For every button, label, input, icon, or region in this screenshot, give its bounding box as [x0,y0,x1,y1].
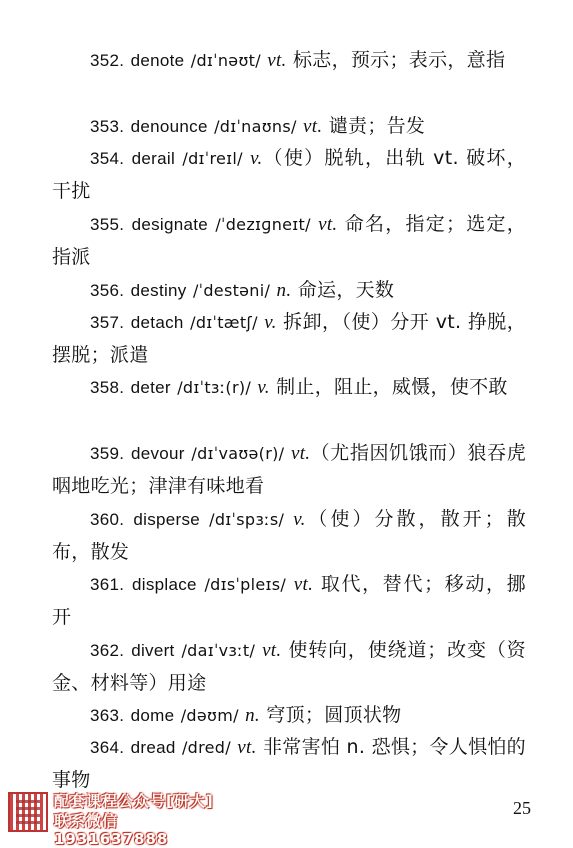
entry-word: derail [131,149,176,168]
entry-number: 353. [90,117,125,136]
entry-word: dome [130,706,175,725]
entry-part-of-speech: n. [276,280,292,301]
entry-definition: 制止，阻止，威慑，使不敢 [269,376,508,398]
entry-part-of-speech: v. [257,377,270,398]
entry-number: 355. [90,215,125,234]
entry-part-of-speech: vt. [291,443,311,464]
entry-phonetic: /dɪˈnaʊns/ [214,117,297,136]
entry-word: disperse [133,510,201,529]
entry-word: destiny [130,281,187,300]
vocab-entry-362 [52,634,526,699]
entry-number: 362. [90,641,125,660]
entry-word: detach [130,313,184,332]
entry-part-of-speech: vt. [267,50,287,71]
vocab-entry-355 [52,208,526,273]
entry-number: 354. [90,149,125,168]
entry-number: 359. [90,444,125,463]
vocab-entry-352 [52,44,526,77]
vocab-entry-360 [52,503,526,568]
entry-phonetic: /dred/ [181,738,231,757]
entry-number: 360. [90,510,125,529]
qr-code-icon [8,792,48,832]
entry-number: 361. [90,575,125,594]
entry-definition: 拆卸，（使）分开 vt. 挣脱，摆脱；派遣 [52,311,527,366]
watermark [8,790,228,848]
entry-part-of-speech: vt. [303,116,323,137]
entry-definition: （使）分散，散开；散布，散发 [52,508,527,563]
entry-phonetic: /ˈdezɪɡneɪt/ [215,215,311,234]
entry-part-of-speech: vt. [237,737,257,758]
entry-word: denote [130,51,185,70]
entry-word: divert [131,641,175,660]
vocab-entry-358 [52,371,526,404]
entry-word: deter [130,378,171,397]
vocab-entry-357 [52,306,526,371]
entry-word: denounce [130,117,208,136]
entry-number: 358. [90,378,125,397]
vocab-entry-364 [52,731,526,796]
entry-number: 364. [90,738,125,757]
watermark-line-1: 配套课程公众号[研大] [54,792,214,810]
vocab-entry-354 [52,142,526,207]
entry-part-of-speech: vt. [318,214,338,235]
vocab-entry-361 [52,568,526,633]
entry-word: devour [130,444,185,463]
entry-phonetic: /daɪˈvɜːt/ [181,641,256,660]
entry-part-of-speech: v. [293,509,306,530]
entry-part-of-speech: v. [250,148,263,169]
vocab-entry-353 [52,110,526,143]
vocab-entry-363 [52,699,526,732]
page-number: 25 [513,798,531,818]
entry-number: 357. [90,313,125,332]
entry-phonetic: /dɪsˈpleɪs/ [204,575,287,594]
entry-definition: 谴责；告发 [322,115,426,137]
entry-definition: （使）脱轨，出轨 vt. 破坏，干扰 [52,147,527,202]
entry-phonetic: /dɪˈnəʊt/ [190,51,261,70]
watermark-line-2: 联系微信1931637888 [54,812,169,848]
entry-phonetic: /dɪˈreɪl/ [182,149,243,168]
entry-definition: （尤指因饥饿而）狼吞虎咽地吃光；津津有味地看 [52,442,527,497]
entry-definition: 标志，预示；表示，意指 [286,49,506,71]
entry-number: 363. [90,706,125,725]
entry-phonetic: /dəʊm/ [180,706,239,725]
entry-definition: 命运，天数 [291,279,395,301]
entry-number: 356. [90,281,125,300]
entry-definition: 使转向，使绕道；改变（资金、材料等）用途 [52,639,526,694]
vocab-entry-356 [52,274,526,307]
entry-part-of-speech: v. [264,312,277,333]
entry-phonetic: /dɪˈtætʃ/ [190,313,258,332]
entry-phonetic: /dɪˈvaʊə(r)/ [191,444,285,463]
entry-definition: 穹顶；圆顶状物 [259,704,402,726]
entry-number: 352. [90,51,125,70]
entry-part-of-speech: vt. [293,574,314,595]
entry-part-of-speech: n. [245,705,260,726]
entry-part-of-speech: vt. [262,640,282,661]
entry-word: dread [130,738,176,757]
entry-definition: 取代，替代；移动，挪开 [52,573,526,628]
entry-definition: 非常害怕 n. 恐惧；令人惧怕的事物 [52,736,526,791]
entry-phonetic: /ˈdestəni/ [192,281,271,300]
entry-word: displace [131,575,197,594]
entry-phonetic: /dɪˈtɜː(r)/ [177,378,252,397]
entry-definition: 命名，指定；选定，指派 [52,213,527,268]
entry-word: designate [131,215,209,234]
entry-phonetic: /dɪˈspɜːs/ [209,510,285,529]
vocab-entry-359 [52,437,526,502]
